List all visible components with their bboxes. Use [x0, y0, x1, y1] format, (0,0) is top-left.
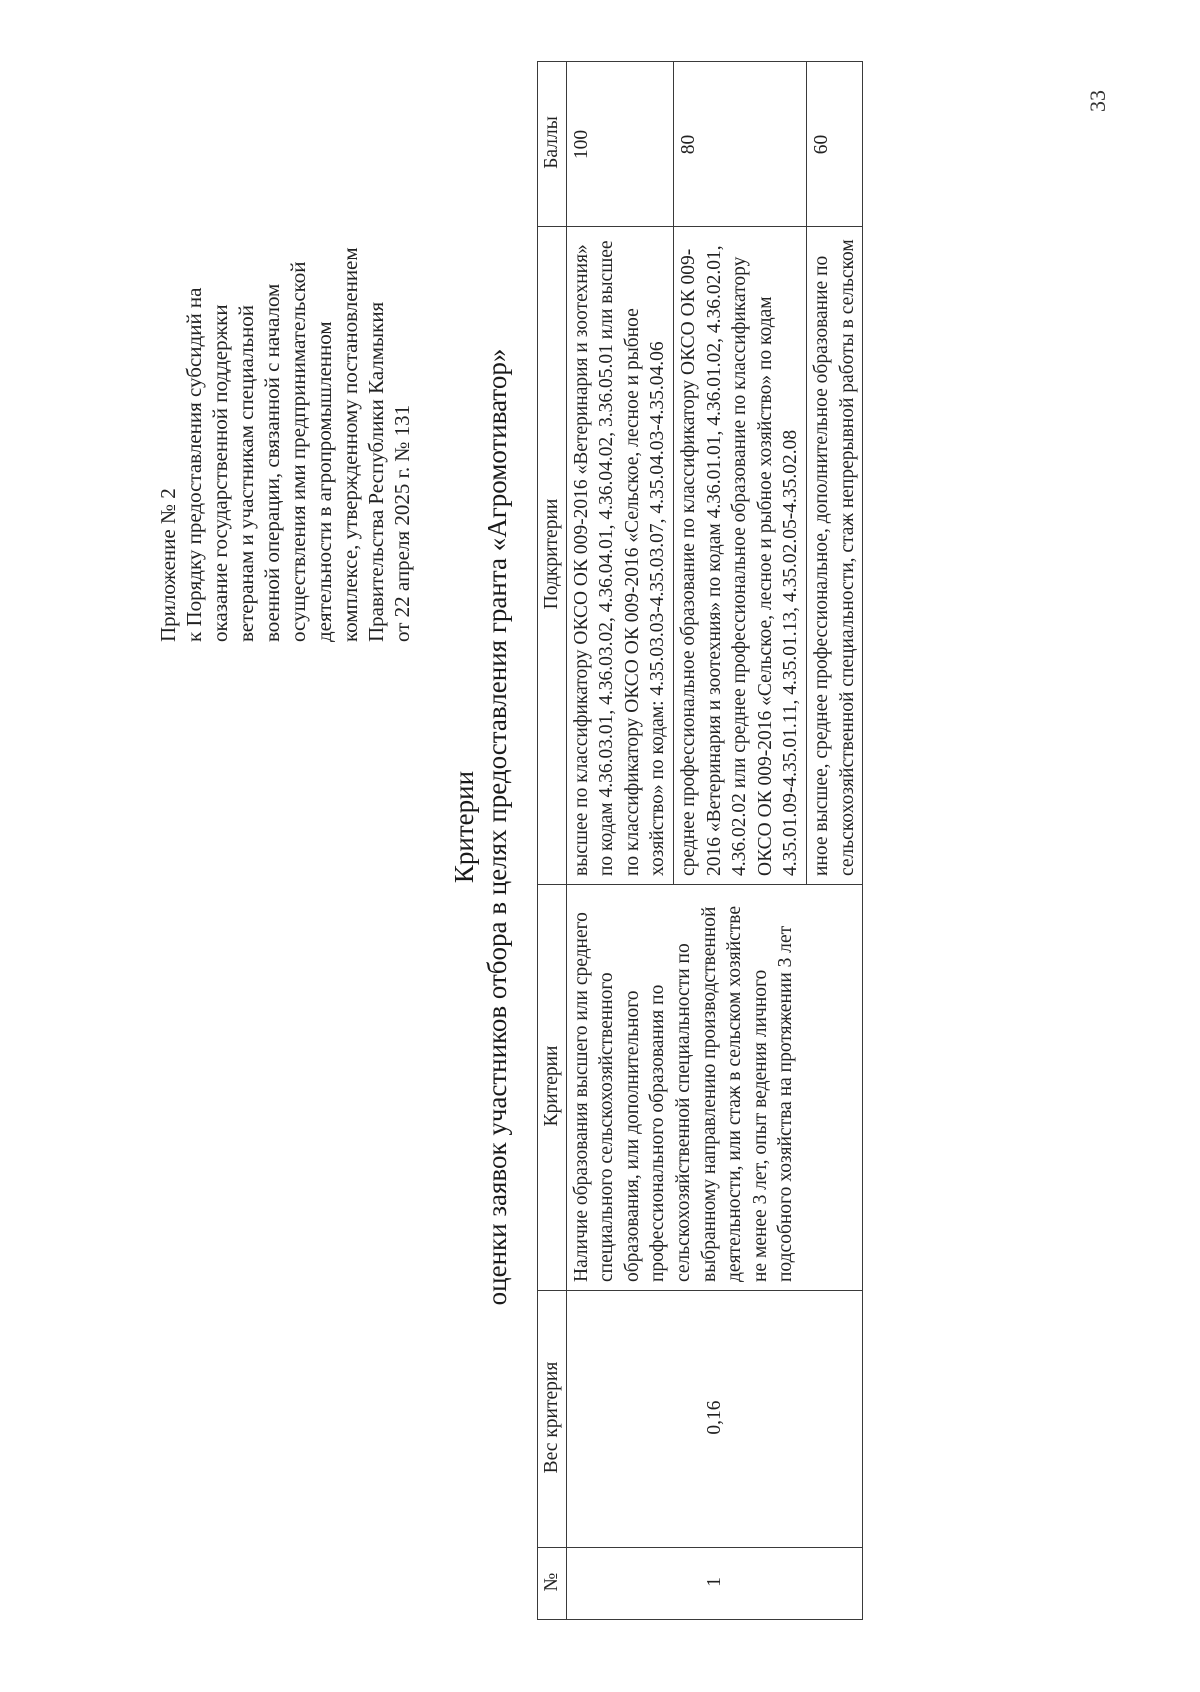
- header-num: №: [538, 1548, 567, 1620]
- appendix-line: комплексе, утвержденному постановлением: [338, 247, 362, 642]
- criterion-weight: 0,16: [566, 1291, 863, 1548]
- header-score: Баллы: [538, 62, 567, 227]
- appendix-line: ветеранам и участникам специальной: [234, 304, 258, 642]
- header-subcriterion: Подкритерии: [538, 227, 567, 885]
- appendix-note: [155, 90, 415, 642]
- appendix-line: осуществления ими предпринимательской: [286, 261, 310, 642]
- subcriterion-score: 80: [673, 62, 806, 227]
- document-title: [448, 82, 514, 1572]
- title-subheading: оценки заявок участников отбора в целях предоставления гранта «Агромотиватор»: [482, 348, 512, 1306]
- header-criterion: Критерии: [538, 885, 567, 1291]
- appendix-line: деятельности в агропромышленном: [312, 321, 336, 642]
- appendix-line: к Порядку предоставления субсидий на: [182, 287, 206, 642]
- table-row: [566, 62, 673, 1620]
- appendix-line: от 22 апреля 2025 г. № 131: [390, 404, 414, 642]
- criterion-text: Наличие образования высшего или среднего специального сельскохозяйственного образования, или дополнительного профессионального образования по сельскохозяйственной специальности по выбранному направлению производственной деятельности, или стаж в сельском хозяйстве не менее 3 лет, опыт ведения личного подсобного хозяйства на протяжении 3 лет: [566, 885, 863, 1291]
- row-number: 1: [566, 1548, 863, 1620]
- appendix-line: Правительства Республики Калмыкия: [364, 301, 388, 642]
- header-weight: Вес критерия: [538, 1291, 567, 1548]
- subcriterion-score: 60: [806, 62, 862, 227]
- criteria-table: [537, 61, 863, 1620]
- title-heading: Критерии: [449, 770, 479, 884]
- table-header-row: [538, 62, 567, 1620]
- subcriterion-score: 100: [566, 62, 673, 227]
- page-number: 33: [1085, 90, 1110, 112]
- subcriterion-text: высшее по классификатору ОКСО ОК 009-2016 «Ветеринария и зоотехния» по кодам 4.36.03.01, 4.36.03.02, 4.36.04.01, 4.36.04.02, 3.36.05.01 или высшее по классификатору ОКСО ОК 009-2016 «Сельское, лесное и рыбное хозяйство» по кодам: 4.35.03.03-4.35.03.07, 4.35.04.03-4.35.04.06: [566, 227, 673, 885]
- appendix-line: оказание государственной поддержки: [208, 304, 232, 642]
- appendix-line: военной операции, связанной с началом: [260, 283, 284, 642]
- subcriterion-text: иное высшее, среднее профессиональное, дополнительное образование по сельскохозяйственной специальности, стаж непрерывной работы в сельском: [806, 227, 862, 885]
- appendix-line: Приложение № 2: [156, 488, 180, 642]
- subcriterion-text: среднее профессиональное образование по классификатору ОКСО ОК 009-2016 «Ветеринария и зоотехния» по кодам 4.36.01.01, 4.36.01.02, 4.36.02.01, 4.36.02.02 или среднее профессиональное образование по классификатору ОКСО ОК 009-2016 «Сельское, лесное и рыбное хозяйство» по кодам 4.35.01.09-4.35.01.11, 4.35.01.13, 4.35.02.05-4.35.02.08: [673, 227, 806, 885]
